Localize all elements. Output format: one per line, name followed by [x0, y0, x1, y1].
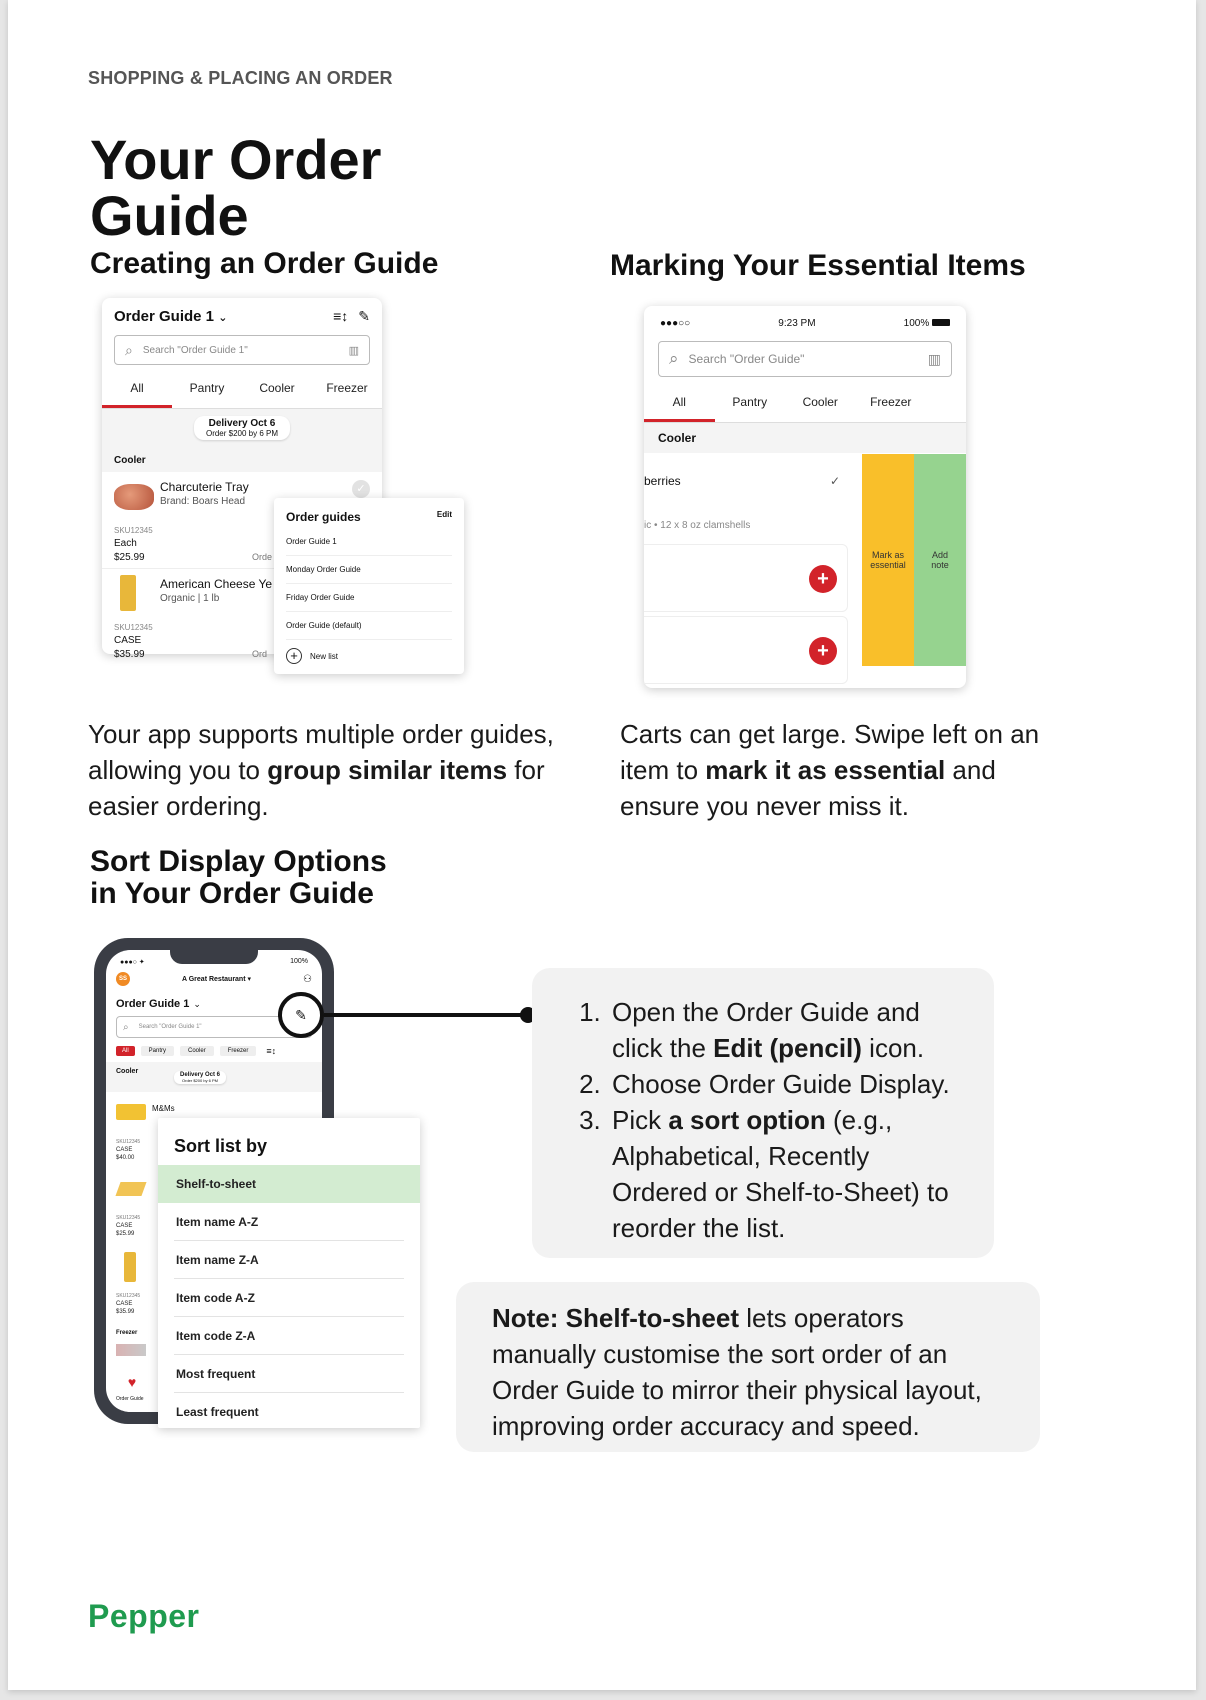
marking-text: Carts can get large. Swipe left on an item to [620, 719, 1040, 785]
status-time: 9:23 PM [778, 318, 816, 329]
marking-text-bold: mark it as essential [705, 755, 946, 785]
barcode-icon[interactable]: ▥ [348, 344, 359, 357]
sort-option[interactable]: Least frequent [176, 1405, 259, 1419]
item-name: American Cheese Ye [160, 577, 273, 591]
step-1-text: Open the Order Guide and click the [612, 997, 920, 1063]
new-list-button[interactable] [286, 640, 452, 672]
item-tag: Orde [252, 552, 273, 562]
essential-screen [644, 306, 966, 688]
edit-pencil-icon[interactable]: ✎ [358, 308, 370, 324]
item-price: $25.99 [116, 1231, 135, 1237]
sort-option[interactable]: Item name A-Z [174, 1203, 404, 1241]
sort-option[interactable]: Item name Z-A [174, 1241, 404, 1279]
step-3-end: (e.g., Alphabetical, Recently Ordered or Shelf-to-Sheet) to reorder the list. [612, 1105, 949, 1243]
sort-icon[interactable]: ≡↕ [266, 1046, 277, 1056]
cheese-image [124, 1252, 136, 1282]
edit-pencil-icon[interactable]: ✎ [278, 992, 324, 1038]
mark-essential-action[interactable]: Mark as essential [862, 454, 914, 666]
search-placeholder: Search "Order Guide" [688, 352, 805, 366]
delivery-banner [102, 409, 382, 447]
battery-text: 100% [903, 318, 930, 329]
sort-heading-line-2: in Your Order Guide [90, 877, 374, 910]
nav-label: Order Guide [116, 1396, 144, 1402]
check-icon[interactable]: ✓ [830, 474, 841, 488]
signal-icon: ●●●○ ✦ [120, 959, 145, 966]
page [8, 0, 1196, 1690]
add-button[interactable]: + [809, 637, 837, 665]
item-detail: ic • 12 x 8 oz clamshells [644, 520, 751, 531]
plus-circle-icon: + [286, 648, 302, 664]
item-detail: Brand: Boars Head [160, 496, 246, 507]
item-unit: CASE [116, 1147, 133, 1153]
popup-guide-item[interactable]: Order Guide (default) [286, 612, 452, 640]
item-price: $35.99 [114, 649, 145, 660]
signal-icon: ●●●○○ [660, 318, 691, 329]
creating-text-end: for easier ordering. [88, 755, 545, 821]
search-icon: ⌕ [123, 1021, 129, 1033]
butter-image [115, 1182, 146, 1196]
category-tabs [644, 385, 966, 423]
barcode-icon[interactable]: ▥ [927, 350, 941, 367]
charcuterie-image [114, 484, 154, 510]
tab-freezer[interactable]: Freezer [326, 381, 368, 395]
tab-freezer[interactable]: Freezer [220, 1046, 257, 1056]
avatar[interactable]: SS [116, 972, 130, 986]
note-body: lets operators manually customise the sort order of an Order Guide to mirror their physical layout, improving order accuracy and speed. [492, 1303, 982, 1441]
search-placeholder: Search "Order Guide 1" [142, 344, 248, 356]
step-3-text: Pick [612, 1105, 669, 1135]
new-list-label: New list [310, 651, 339, 661]
check-icon[interactable]: ✓ [352, 480, 370, 498]
item-unit: CASE [116, 1301, 133, 1307]
restaurant-name[interactable]: A Great Restaurant ▾ [182, 976, 252, 983]
guide-selector[interactable] [114, 308, 227, 325]
item-name: M&Ms [152, 1104, 175, 1113]
guide-name: Order Guide 1 [114, 308, 215, 325]
sku-block [116, 1292, 140, 1316]
category-tabs [102, 371, 382, 409]
people-icon[interactable]: ⚇ [303, 973, 312, 985]
status-battery: 100% [290, 958, 308, 965]
sort-list-sheet [158, 1118, 420, 1428]
chevron-down-icon: ⌄ [218, 312, 228, 324]
battery-icon [932, 319, 950, 326]
swiped-list-item[interactable] [644, 454, 862, 688]
tab-pantry[interactable]: Pantry [189, 381, 225, 395]
search-input[interactable] [658, 341, 952, 377]
tab-all[interactable]: All [116, 1046, 135, 1056]
add-note-action[interactable]: Add note [914, 454, 966, 666]
item-unit: Each [114, 538, 137, 549]
item-name: berries [644, 474, 681, 488]
item-sku: SKU12345 [114, 623, 153, 632]
popup-title: Order guides [286, 510, 361, 524]
popup-guide-item[interactable]: Friday Order Guide [286, 584, 452, 612]
step-1 [608, 994, 966, 1066]
step-1-bold: Edit (pencil) [713, 1033, 862, 1063]
sort-option-shelf-to-sheet[interactable]: Shelf-to-sheet [158, 1165, 420, 1203]
section-label: Freezer [116, 1330, 138, 1336]
item-sku: SKU12345 [116, 1293, 141, 1299]
order-guide-nav-icon[interactable]: ♥ [127, 1374, 137, 1390]
popup-edit-link[interactable]: Edit [436, 510, 452, 519]
sku-block [116, 1138, 140, 1162]
sort-heading-line-1: Sort Display Options [90, 845, 387, 878]
delivery-sub: Order $200 by 6 PM [182, 1078, 219, 1083]
item-sku: SKU12345 [114, 526, 153, 535]
popup-guide-item[interactable]: Order Guide 1 [286, 532, 452, 556]
order-guides-popup [274, 498, 464, 674]
freezer-item-image [116, 1344, 146, 1356]
status-battery [904, 318, 950, 329]
tab-cooler[interactable]: Cooler [802, 395, 838, 409]
tab-pantry[interactable]: Pantry [732, 395, 768, 409]
sku-block [116, 1214, 140, 1238]
popup-guide-item[interactable]: Monday Order Guide [286, 556, 452, 584]
guide-name[interactable]: Order Guide 1 [116, 998, 190, 1010]
item-sku: SKU12345 [116, 1139, 141, 1145]
chevron-down-icon: ⌄ [193, 998, 201, 1009]
creating-text-bold: group similar items [267, 755, 508, 785]
item-name: Charcuterie Tray [160, 480, 249, 494]
sort-icon[interactable]: ≡↕ [333, 308, 349, 324]
callout-line [324, 1013, 526, 1017]
note-box [456, 1282, 1040, 1452]
item-unit: CASE [116, 1223, 133, 1229]
category-chips [106, 1038, 322, 1056]
step-2: 2. Choose Order Guide Display. [608, 1066, 966, 1102]
section-label: Cooler [102, 447, 382, 472]
creating-heading: Creating an Order Guide [90, 247, 439, 280]
item-price: $25.99 [114, 552, 145, 563]
section-label: Cooler [116, 1068, 139, 1075]
sort-option[interactable]: Item code A-Z [174, 1279, 404, 1317]
restaurant-label: A Great Restaurant [182, 976, 246, 983]
creating-text: Your app supports multiple order guides, allowing you to [88, 719, 554, 785]
section-band [106, 1062, 322, 1092]
marking-text-end: and ensure you never miss it. [620, 755, 996, 821]
delivery-sub: Order $200 by 6 PM [205, 429, 279, 438]
marking-heading: Marking Your Essential Items [610, 249, 1026, 282]
marking-description [620, 716, 1040, 824]
delivery-title: Delivery Oct 6 [180, 1072, 221, 1078]
restaurant-header [106, 966, 322, 986]
brand-logo: Pepper [88, 1598, 200, 1634]
search-icon: ⌕ [125, 341, 133, 358]
creating-description [88, 716, 558, 824]
item-price: $40.00 [116, 1155, 135, 1161]
sort-heading [90, 846, 387, 910]
tab-cooler[interactable]: Cooler [180, 1046, 214, 1056]
step-3-bold: a sort option [668, 1105, 826, 1135]
item-price: $35.99 [116, 1309, 135, 1315]
delivery-title: Delivery Oct 6 [208, 418, 276, 429]
sort-title: Sort list by [174, 1136, 268, 1156]
step-3 [608, 1102, 966, 1246]
search-input[interactable] [114, 335, 370, 365]
step-1-end: icon. [861, 1033, 925, 1063]
note-text [492, 1300, 1012, 1444]
status-bar [644, 306, 966, 337]
steps-list [576, 994, 966, 1246]
steps-box [532, 968, 994, 1258]
item-sku: SKU12345 [116, 1215, 141, 1221]
section-label: Cooler [644, 423, 966, 453]
mms-image [116, 1104, 146, 1120]
tab-all[interactable]: All [102, 371, 172, 408]
note-bold: Note: Shelf-to-sheet [492, 1303, 739, 1333]
item-unit: CASE [114, 635, 142, 646]
cheese-image [120, 575, 136, 611]
sort-option[interactable]: Most frequent [174, 1355, 404, 1393]
delivery-banner [174, 1071, 226, 1084]
tab-cooler[interactable]: Cooler [259, 381, 295, 395]
item-detail: Organic | 1 lb [160, 593, 220, 604]
search-icon: ⌕ [669, 349, 679, 368]
section-eyebrow: SHOPPING & PLACING AN ORDER [88, 68, 393, 88]
tab-freezer[interactable]: Freezer [870, 395, 912, 409]
add-button[interactable]: + [809, 565, 837, 593]
quantity-box [644, 616, 848, 684]
phone-notch [170, 946, 258, 964]
item-tag: Ord [252, 649, 268, 659]
search-placeholder: Search "Order Guide 1" [138, 1024, 202, 1030]
page-title: Your Order Guide [90, 128, 382, 247]
tab-pantry[interactable]: Pantry [141, 1046, 174, 1056]
sort-option[interactable]: Item code Z-A [174, 1317, 404, 1355]
quantity-box [644, 544, 848, 612]
tab-all[interactable]: All [644, 385, 715, 422]
